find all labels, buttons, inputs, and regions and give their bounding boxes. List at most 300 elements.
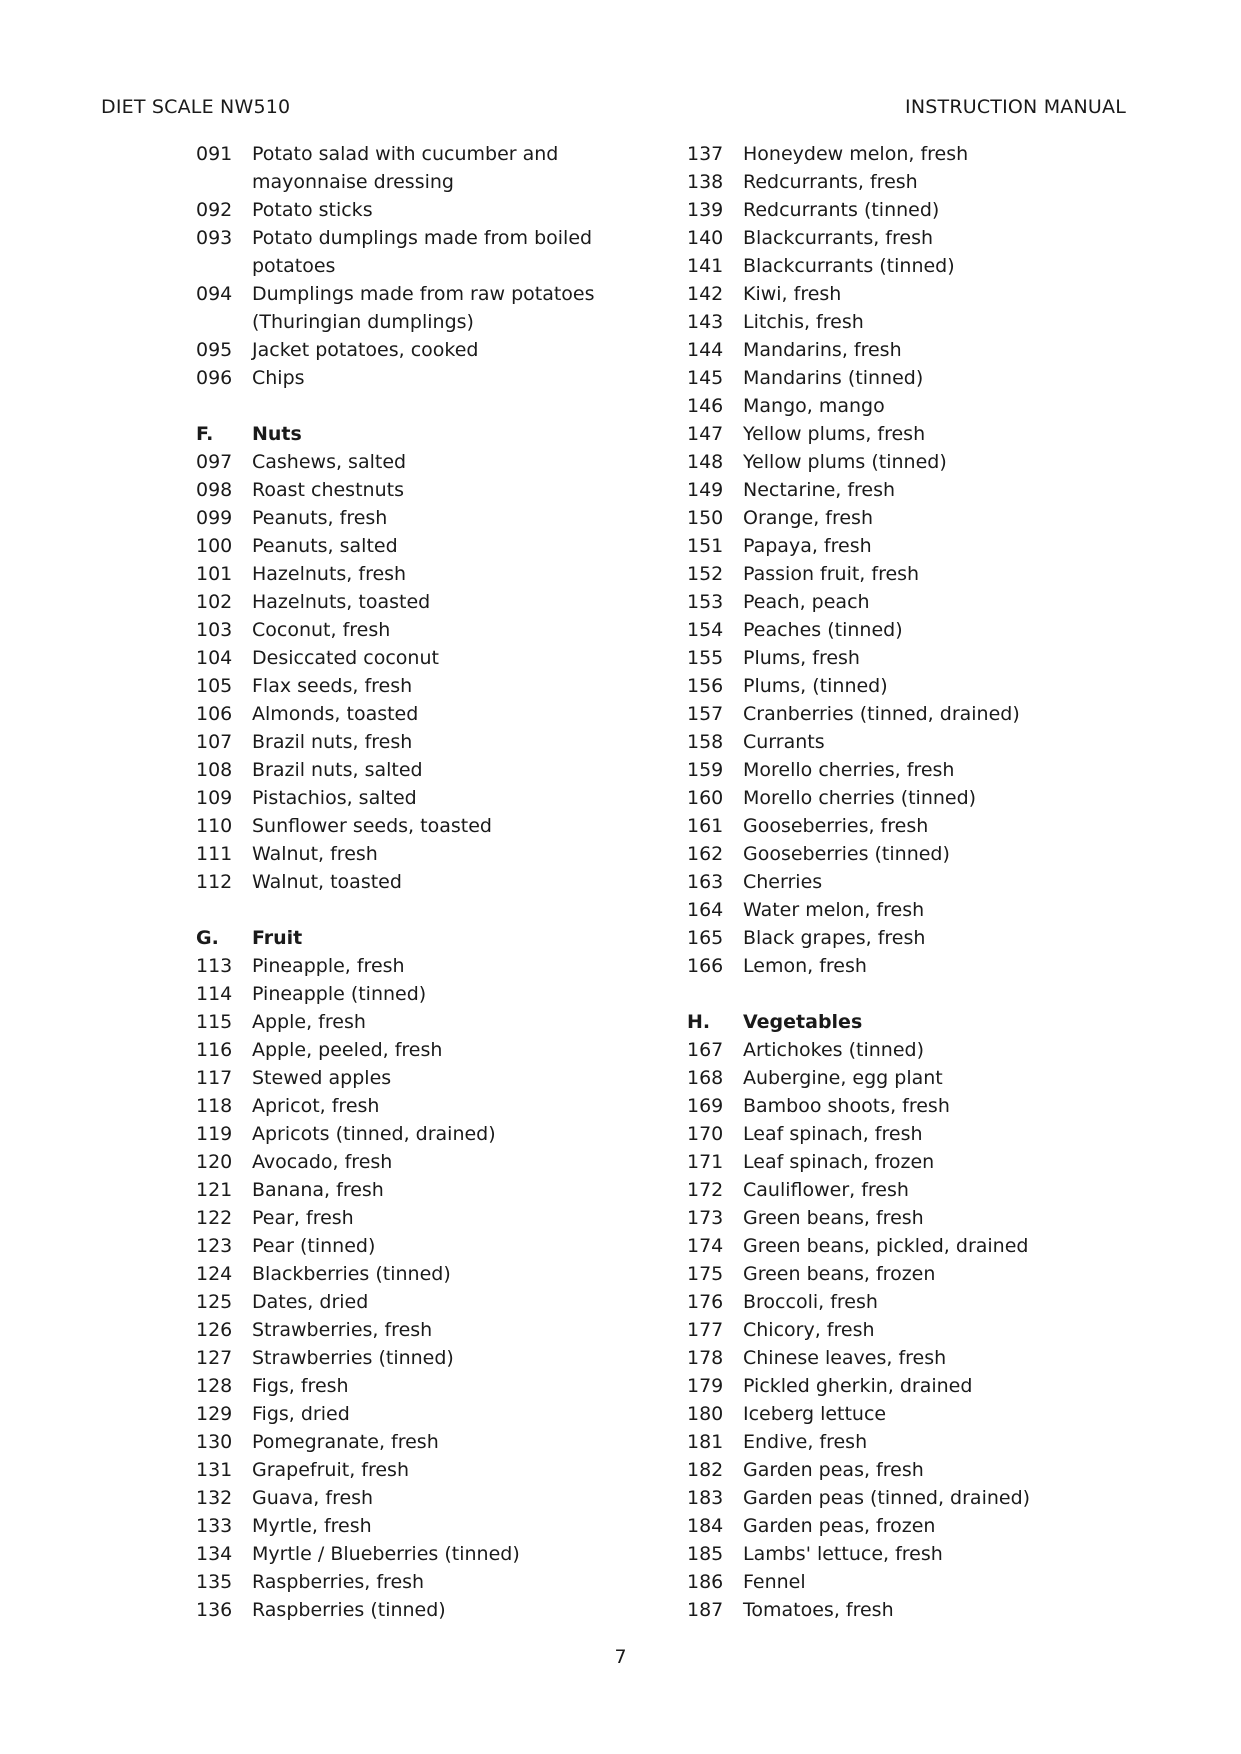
item-number: 115: [196, 1011, 233, 1033]
list-item: [196, 1204, 666, 1232]
section-spacer: [687, 980, 1157, 1008]
item-name: Papaya, fresh: [743, 535, 872, 557]
item-number: 142: [687, 283, 724, 305]
item-name: Garden peas, fresh: [743, 1459, 924, 1481]
item-number: 106: [196, 703, 233, 725]
item-number: 109: [196, 787, 233, 809]
list-item: [687, 1512, 1157, 1540]
list-item: [196, 1092, 666, 1120]
item-name: Garden peas, frozen: [743, 1515, 936, 1537]
food-list-left-column: [196, 140, 666, 1624]
item-name: Yellow plums (tinned): [743, 451, 947, 473]
item-name: Leaf spinach, fresh: [743, 1123, 923, 1145]
item-number: 140: [687, 227, 724, 249]
item-name: Chicory, fresh: [743, 1319, 875, 1341]
item-name: Currants: [743, 731, 825, 753]
section-title: Vegetables: [743, 1011, 863, 1033]
item-number: 185: [687, 1543, 724, 1565]
item-name: Blackberries (tinned): [252, 1263, 451, 1285]
list-item: [687, 308, 1157, 336]
item-number: 121: [196, 1179, 233, 1201]
item-number: 126: [196, 1319, 233, 1341]
item-name: Hazelnuts, fresh: [252, 563, 407, 585]
item-name: Black grapes, fresh: [743, 927, 926, 949]
item-name: Endive, fresh: [743, 1431, 868, 1453]
food-list-right-column: [687, 140, 1157, 1624]
list-item: [687, 1456, 1157, 1484]
item-name: Yellow plums, fresh: [743, 423, 926, 445]
item-name: Gooseberries (tinned): [743, 843, 950, 865]
list-item: [687, 756, 1157, 784]
item-number: 134: [196, 1543, 233, 1565]
item-number: 179: [687, 1375, 724, 1397]
item-number: 172: [687, 1179, 724, 1201]
item-number: 176: [687, 1291, 724, 1313]
item-number: 102: [196, 591, 233, 613]
item-name: Pickled gherkin, drained: [743, 1375, 973, 1397]
list-item: [196, 336, 666, 364]
item-number: 093: [196, 227, 233, 249]
item-name: Roast chestnuts: [252, 479, 404, 501]
item-name: Pomegranate, fresh: [252, 1431, 439, 1453]
list-item: [196, 1176, 666, 1204]
list-item: [687, 952, 1157, 980]
list-item: [687, 1540, 1157, 1568]
item-name: Cherries: [743, 871, 823, 893]
item-number: 184: [687, 1515, 724, 1537]
item-name: Desiccated coconut: [252, 647, 439, 669]
item-number: 173: [687, 1207, 724, 1229]
item-number: 157: [687, 703, 724, 725]
list-item: [687, 1428, 1157, 1456]
item-name: Myrtle, fresh: [252, 1515, 372, 1537]
list-item: [196, 1120, 666, 1148]
list-item: [687, 280, 1157, 308]
item-name: Strawberries (tinned): [252, 1347, 454, 1369]
item-number: 129: [196, 1403, 233, 1425]
item-name: Hazelnuts, toasted: [252, 591, 431, 613]
list-item: [687, 644, 1157, 672]
item-name: Green beans, pickled, drained: [743, 1235, 1029, 1257]
item-name: Plums, fresh: [743, 647, 860, 669]
item-name: Pear (tinned): [252, 1235, 376, 1257]
list-item: [687, 672, 1157, 700]
item-number: 182: [687, 1459, 724, 1481]
item-name: Morello cherries, fresh: [743, 759, 955, 781]
list-item: [687, 448, 1157, 476]
list-item: [196, 476, 666, 504]
header-manual-label: INSTRUCTION MANUAL: [905, 96, 1126, 118]
item-name: Potato salad with cucumber and: [252, 143, 559, 165]
item-number: 152: [687, 563, 724, 585]
item-number: 186: [687, 1571, 724, 1593]
item-name: Peaches (tinned): [743, 619, 903, 641]
item-number: 165: [687, 927, 724, 949]
item-name: potatoes: [252, 255, 336, 277]
item-name: Banana, fresh: [252, 1179, 384, 1201]
item-number: 160: [687, 787, 724, 809]
list-item: [196, 280, 666, 308]
list-item: [196, 952, 666, 980]
item-number: 187: [687, 1599, 724, 1621]
item-name: Cauliflower, fresh: [743, 1179, 909, 1201]
list-item-continuation: [196, 168, 666, 196]
item-name: Potato sticks: [252, 199, 373, 221]
item-number: 167: [687, 1039, 724, 1061]
item-name: Honeydew melon, fresh: [743, 143, 969, 165]
item-name: Jacket potatoes, cooked: [252, 339, 479, 361]
item-number: 131: [196, 1459, 233, 1481]
item-name: Lemon, fresh: [743, 955, 867, 977]
list-item: [196, 1260, 666, 1288]
list-item: [687, 224, 1157, 252]
item-name: Walnut, toasted: [252, 871, 402, 893]
list-item: [687, 924, 1157, 952]
section-letter: H.: [687, 1011, 711, 1033]
item-name: Potato dumplings made from boiled: [252, 227, 593, 249]
list-item: [196, 1484, 666, 1512]
section-spacer: [196, 896, 666, 924]
item-name: Mango, mango: [743, 395, 885, 417]
item-name: Blackcurrants (tinned): [743, 255, 955, 277]
item-name: Raspberries (tinned): [252, 1599, 446, 1621]
item-name: Plums, (tinned): [743, 675, 888, 697]
list-item: [687, 532, 1157, 560]
item-number: 155: [687, 647, 724, 669]
section-heading: [196, 420, 666, 448]
item-number: 148: [687, 451, 724, 473]
item-name: Brazil nuts, fresh: [252, 731, 413, 753]
item-name: Broccoli, fresh: [743, 1291, 878, 1313]
item-name: Water melon, fresh: [743, 899, 925, 921]
list-item: [196, 840, 666, 868]
item-name: Figs, fresh: [252, 1375, 349, 1397]
item-number: 181: [687, 1431, 724, 1453]
item-number: 100: [196, 535, 233, 557]
item-name: Myrtle / Blueberries (tinned): [252, 1543, 520, 1565]
item-number: 168: [687, 1067, 724, 1089]
item-number: 163: [687, 871, 724, 893]
list-item: [687, 476, 1157, 504]
item-name: Flax seeds, fresh: [252, 675, 413, 697]
item-name: Redcurrants, fresh: [743, 171, 918, 193]
item-number: 174: [687, 1235, 724, 1257]
item-name: Tomatoes, fresh: [743, 1599, 894, 1621]
item-name: Iceberg lettuce: [743, 1403, 887, 1425]
item-number: 156: [687, 675, 724, 697]
item-name: Dates, dried: [252, 1291, 369, 1313]
item-number: 144: [687, 339, 724, 361]
item-number: 116: [196, 1039, 233, 1061]
list-item: [687, 140, 1157, 168]
item-number: 177: [687, 1319, 724, 1341]
item-name: Kiwi, fresh: [743, 283, 842, 305]
item-name: Strawberries, fresh: [252, 1319, 433, 1341]
item-number: 103: [196, 619, 233, 641]
item-number: 123: [196, 1235, 233, 1257]
item-number: 101: [196, 563, 233, 585]
item-number: 149: [687, 479, 724, 501]
item-number: 164: [687, 899, 724, 921]
item-name: Peanuts, salted: [252, 535, 398, 557]
item-number: 137: [687, 143, 724, 165]
item-name: Apple, peeled, fresh: [252, 1039, 443, 1061]
item-number: 135: [196, 1571, 233, 1593]
list-item: [687, 1344, 1157, 1372]
list-item: [687, 616, 1157, 644]
item-number: 127: [196, 1347, 233, 1369]
item-name: Bamboo shoots, fresh: [743, 1095, 950, 1117]
list-item: [687, 420, 1157, 448]
list-item: [687, 252, 1157, 280]
item-number: 141: [687, 255, 724, 277]
list-item: [196, 588, 666, 616]
item-number: 092: [196, 199, 233, 221]
list-item: [196, 784, 666, 812]
list-item: [687, 1064, 1157, 1092]
item-name: Almonds, toasted: [252, 703, 419, 725]
list-item: [196, 364, 666, 392]
list-item: [687, 700, 1157, 728]
item-number: 180: [687, 1403, 724, 1425]
list-item: [196, 1596, 666, 1624]
item-name: Blackcurrants, fresh: [743, 227, 934, 249]
section-letter: F.: [196, 423, 214, 445]
list-item: [687, 1596, 1157, 1624]
item-name: Avocado, fresh: [252, 1151, 393, 1173]
list-item: [687, 1204, 1157, 1232]
item-name: Leaf spinach, frozen: [743, 1151, 935, 1173]
item-number: 132: [196, 1487, 233, 1509]
item-number: 153: [687, 591, 724, 613]
list-item: [687, 1036, 1157, 1064]
item-number: 175: [687, 1263, 724, 1285]
list-item-continuation: [196, 308, 666, 336]
item-number: 120: [196, 1151, 233, 1173]
item-number: 183: [687, 1487, 724, 1509]
item-number: 117: [196, 1067, 233, 1089]
list-item: [687, 364, 1157, 392]
item-name: Apple, fresh: [252, 1011, 366, 1033]
item-number: 146: [687, 395, 724, 417]
list-item: [196, 140, 666, 168]
item-number: 171: [687, 1151, 724, 1173]
item-number: 178: [687, 1347, 724, 1369]
list-item: [196, 1036, 666, 1064]
list-item: [687, 1148, 1157, 1176]
item-name: Pear, fresh: [252, 1207, 354, 1229]
item-name: Aubergine, egg plant: [743, 1067, 943, 1089]
item-name: Walnut, fresh: [252, 843, 378, 865]
item-name: Cashews, salted: [252, 451, 407, 473]
item-number: 110: [196, 815, 233, 837]
list-item: [196, 532, 666, 560]
item-name: Fennel: [743, 1571, 806, 1593]
list-item: [196, 196, 666, 224]
item-number: 124: [196, 1263, 233, 1285]
item-name: Litchis, fresh: [743, 311, 864, 333]
item-name: Lambs' lettuce, fresh: [743, 1543, 943, 1565]
header-title: DIET SCALE NW510: [101, 96, 291, 118]
item-number: 169: [687, 1095, 724, 1117]
list-item: [687, 1288, 1157, 1316]
item-number: 154: [687, 619, 724, 641]
item-number: 114: [196, 983, 233, 1005]
item-number: 099: [196, 507, 233, 529]
list-item: [687, 1484, 1157, 1512]
item-number: 138: [687, 171, 724, 193]
list-item: [196, 700, 666, 728]
item-number: 133: [196, 1515, 233, 1537]
list-item: [687, 812, 1157, 840]
item-name: Gooseberries, fresh: [743, 815, 929, 837]
item-number: 112: [196, 871, 233, 893]
list-item: [687, 1176, 1157, 1204]
item-name: Pineapple, fresh: [252, 955, 405, 977]
list-item: [196, 1568, 666, 1596]
list-item: [687, 588, 1157, 616]
item-name: Peach, peach: [743, 591, 870, 613]
list-item: [687, 1232, 1157, 1260]
list-item: [687, 868, 1157, 896]
item-name: Morello cherries (tinned): [743, 787, 977, 809]
item-name: Brazil nuts, salted: [252, 759, 423, 781]
list-item: [196, 1456, 666, 1484]
list-item: [196, 1232, 666, 1260]
item-name: Mandarins, fresh: [743, 339, 902, 361]
list-item: [196, 728, 666, 756]
list-item: [196, 1344, 666, 1372]
section-title: Nuts: [252, 423, 302, 445]
item-number: 096: [196, 367, 233, 389]
list-item: [687, 1316, 1157, 1344]
item-name: Pineapple (tinned): [252, 983, 427, 1005]
list-item: [687, 1400, 1157, 1428]
item-number: 162: [687, 843, 724, 865]
item-number: 151: [687, 535, 724, 557]
item-number: 113: [196, 955, 233, 977]
list-item: [687, 1372, 1157, 1400]
item-number: 170: [687, 1123, 724, 1145]
item-name: mayonnaise dressing: [252, 171, 454, 193]
item-number: 111: [196, 843, 233, 865]
item-number: 095: [196, 339, 233, 361]
item-name: Figs, dried: [252, 1403, 350, 1425]
list-item: [687, 1092, 1157, 1120]
item-number: 161: [687, 815, 724, 837]
section-letter: G.: [196, 927, 219, 949]
item-name: Dumplings made from raw potatoes: [252, 283, 595, 305]
item-number: 098: [196, 479, 233, 501]
list-item: [196, 1372, 666, 1400]
list-item: [196, 644, 666, 672]
item-number: 091: [196, 143, 233, 165]
item-name: Raspberries, fresh: [252, 1571, 425, 1593]
item-number: 158: [687, 731, 724, 753]
list-item: [196, 1316, 666, 1344]
list-item: [196, 448, 666, 476]
item-number: 128: [196, 1375, 233, 1397]
section-title: Fruit: [252, 927, 303, 949]
page-number: 7: [614, 1646, 627, 1668]
item-number: 125: [196, 1291, 233, 1313]
list-item: [196, 1400, 666, 1428]
item-name: Apricot, fresh: [252, 1095, 380, 1117]
list-item: [687, 728, 1157, 756]
item-number: 104: [196, 647, 233, 669]
item-name: Peanuts, fresh: [252, 507, 388, 529]
item-name: Chinese leaves, fresh: [743, 1347, 947, 1369]
item-name: Stewed apples: [252, 1067, 392, 1089]
item-number: 108: [196, 759, 233, 781]
item-name: Green beans, frozen: [743, 1263, 936, 1285]
item-name: Green beans, fresh: [743, 1207, 924, 1229]
item-number: 105: [196, 675, 233, 697]
list-item: [196, 980, 666, 1008]
list-item: [196, 224, 666, 252]
item-name: Guava, fresh: [252, 1487, 374, 1509]
list-item: [196, 504, 666, 532]
list-item: [196, 1428, 666, 1456]
list-item: [687, 840, 1157, 868]
list-item: [196, 1148, 666, 1176]
list-item: [196, 1008, 666, 1036]
list-item: [196, 756, 666, 784]
item-number: 143: [687, 311, 724, 333]
item-number: 139: [687, 199, 724, 221]
item-name: Artichokes (tinned): [743, 1039, 924, 1061]
list-item: [687, 336, 1157, 364]
section-heading: [196, 924, 666, 952]
item-name: Orange, fresh: [743, 507, 873, 529]
item-name: (Thuringian dumplings): [252, 311, 474, 333]
list-item: [687, 560, 1157, 588]
item-name: Cranberries (tinned, drained): [743, 703, 1020, 725]
list-item: [196, 560, 666, 588]
list-item: [687, 1260, 1157, 1288]
item-number: 166: [687, 955, 724, 977]
item-name: Mandarins (tinned): [743, 367, 924, 389]
item-name: Coconut, fresh: [252, 619, 391, 641]
section-heading: [687, 1008, 1157, 1036]
item-name: Pistachios, salted: [252, 787, 417, 809]
list-item: [687, 168, 1157, 196]
item-name: Nectarine, fresh: [743, 479, 896, 501]
item-number: 118: [196, 1095, 233, 1117]
item-name: Chips: [252, 367, 305, 389]
item-name: Garden peas (tinned, drained): [743, 1487, 1031, 1509]
list-item: [687, 504, 1157, 532]
item-number: 130: [196, 1431, 233, 1453]
item-number: 094: [196, 283, 233, 305]
list-item: [196, 1064, 666, 1092]
item-number: 097: [196, 451, 233, 473]
list-item: [196, 1512, 666, 1540]
item-number: 119: [196, 1123, 233, 1145]
list-item-continuation: [196, 252, 666, 280]
item-number: 136: [196, 1599, 233, 1621]
list-item: [196, 812, 666, 840]
list-item: [196, 1540, 666, 1568]
list-item: [687, 392, 1157, 420]
section-spacer: [196, 392, 666, 420]
list-item: [687, 1120, 1157, 1148]
item-number: 107: [196, 731, 233, 753]
item-name: Passion fruit, fresh: [743, 563, 920, 585]
item-number: 122: [196, 1207, 233, 1229]
item-name: Grapefruit, fresh: [252, 1459, 409, 1481]
list-item: [196, 616, 666, 644]
